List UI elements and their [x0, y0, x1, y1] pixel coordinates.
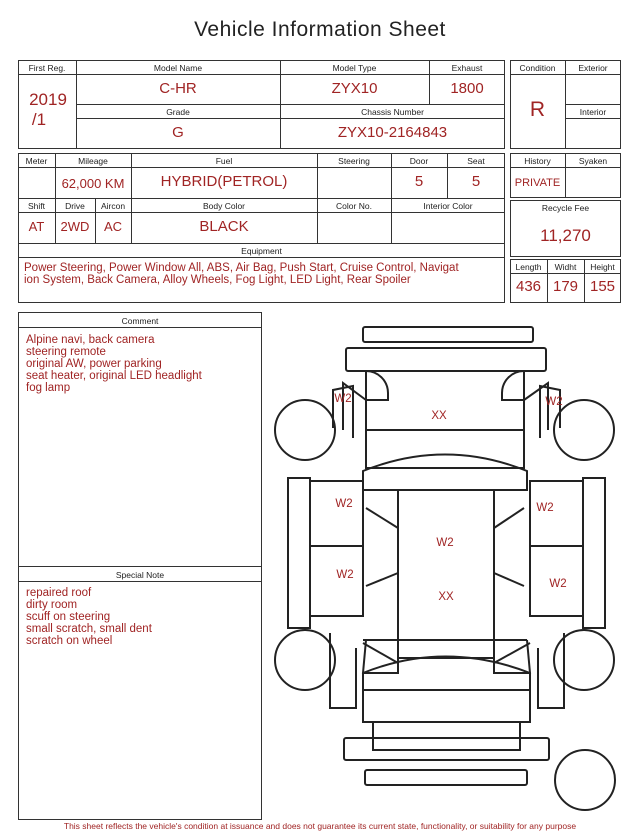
aircon-value: AC [103, 219, 123, 234]
width-value: 179 [552, 278, 579, 295]
mark-hood: XX [431, 410, 447, 422]
exhaust-value: 1800 [450, 80, 484, 97]
width-label: Widht [554, 262, 577, 272]
mark-rear-roof: XX [438, 591, 454, 603]
door-value: 5 [414, 173, 424, 190]
height-value: 155 [589, 278, 616, 295]
comment-line: steering remote [26, 346, 106, 358]
special-note-line: scuff on steering [26, 611, 111, 623]
mark-left-rear-door: W2 [336, 569, 354, 581]
condition-label: Condition [519, 63, 556, 73]
exhaust-label: Exhaust [451, 63, 483, 73]
length-label: Length [515, 262, 542, 272]
history-value: PRIVATE [514, 177, 561, 189]
mileage-label: Mileage [78, 156, 108, 166]
mark-right-front-door: W2 [536, 502, 554, 514]
mileage-value: 62,000 KM [61, 176, 125, 191]
special-note-label: Special Note [115, 570, 165, 580]
color-no-label: Color No. [336, 201, 372, 211]
syaken-label: Syaken [578, 156, 608, 166]
drive-value: 2WD [60, 219, 90, 234]
disclaimer-footer: This sheet reflects the vehicle's condition at issuance and does not guarantee its current state, functionality, or suitability for any purpose [63, 821, 577, 831]
meter-label: Meter [25, 156, 48, 166]
model-name-value: C-HR [159, 80, 197, 97]
model-name-label: Model Name [153, 63, 203, 73]
first-reg-year: 2019 [29, 90, 67, 109]
model-type-value: ZYX10 [331, 80, 378, 97]
car-damage-diagram [268, 318, 628, 818]
height-label: Height [590, 262, 615, 272]
comment-line: seat heater, original LED headlight [26, 370, 202, 382]
length-value: 436 [515, 278, 542, 295]
history-label: History [524, 156, 551, 166]
first-reg-month: /1 [31, 110, 47, 129]
aircon-label: Aircon [100, 201, 126, 211]
equipment-label: Equipment [241, 246, 282, 256]
seat-label: Seat [467, 156, 485, 166]
body-color-label: Body Color [202, 201, 246, 211]
chassis-value: ZYX10-2164843 [337, 124, 448, 141]
special-note-line: scratch on wheel [26, 635, 113, 647]
drive-label: Drive [65, 201, 85, 211]
mark-roof: W2 [436, 537, 454, 549]
comment-label: Comment [121, 316, 159, 326]
exterior-label: Exterior [578, 63, 608, 73]
page-title: Vehicle Information Sheet [194, 18, 446, 41]
comment-line: original AW, power parking [26, 358, 162, 370]
interior-label: Interior [579, 107, 607, 117]
equipment-line: Power Steering, Power Window All, ABS, Air Bag, Push Start, Cruise Control, Navigat [24, 262, 459, 274]
recycle-fee-label: Recycle Fee [541, 203, 590, 213]
shift-label: Shift [27, 201, 45, 211]
mark-left-front-door: W2 [335, 498, 353, 510]
special-note-line: repaired roof [26, 587, 92, 599]
recycle-fee-value: 11,270 [540, 226, 591, 245]
shift-value: AT [28, 219, 45, 234]
seat-value: 5 [471, 173, 481, 190]
grade-value: G [172, 124, 184, 141]
body-color-value: BLACK [199, 218, 249, 235]
special-note-line: small scratch, small dent [26, 623, 152, 635]
grade-label: Grade [166, 107, 190, 117]
mark-front-left: W2 [334, 393, 352, 405]
fuel-label: Fuel [215, 156, 233, 166]
mark-front-right: W2 [545, 396, 563, 408]
interior-color-label: Interior Color [423, 201, 473, 211]
door-label: Door [409, 156, 429, 166]
model-type-label: Model Type [332, 63, 377, 73]
equipment-line: ion System, Back Camera, Alloy Wheels, Fog Light, LED Light, Rear Spoiler [24, 274, 411, 286]
comment-line: Alpine navi, back camera [26, 334, 155, 346]
special-note-line: dirty room [26, 599, 78, 611]
first-reg-label: First Reg. [28, 63, 66, 73]
mark-right-rear-door: W2 [549, 578, 567, 590]
condition-value: R [529, 98, 546, 121]
comment-line: fog lamp [26, 382, 71, 394]
chassis-label: Chassis Number [361, 107, 424, 117]
steering-label: Steering [338, 156, 370, 166]
fuel-value: HYBRID(PETROL) [160, 173, 288, 190]
